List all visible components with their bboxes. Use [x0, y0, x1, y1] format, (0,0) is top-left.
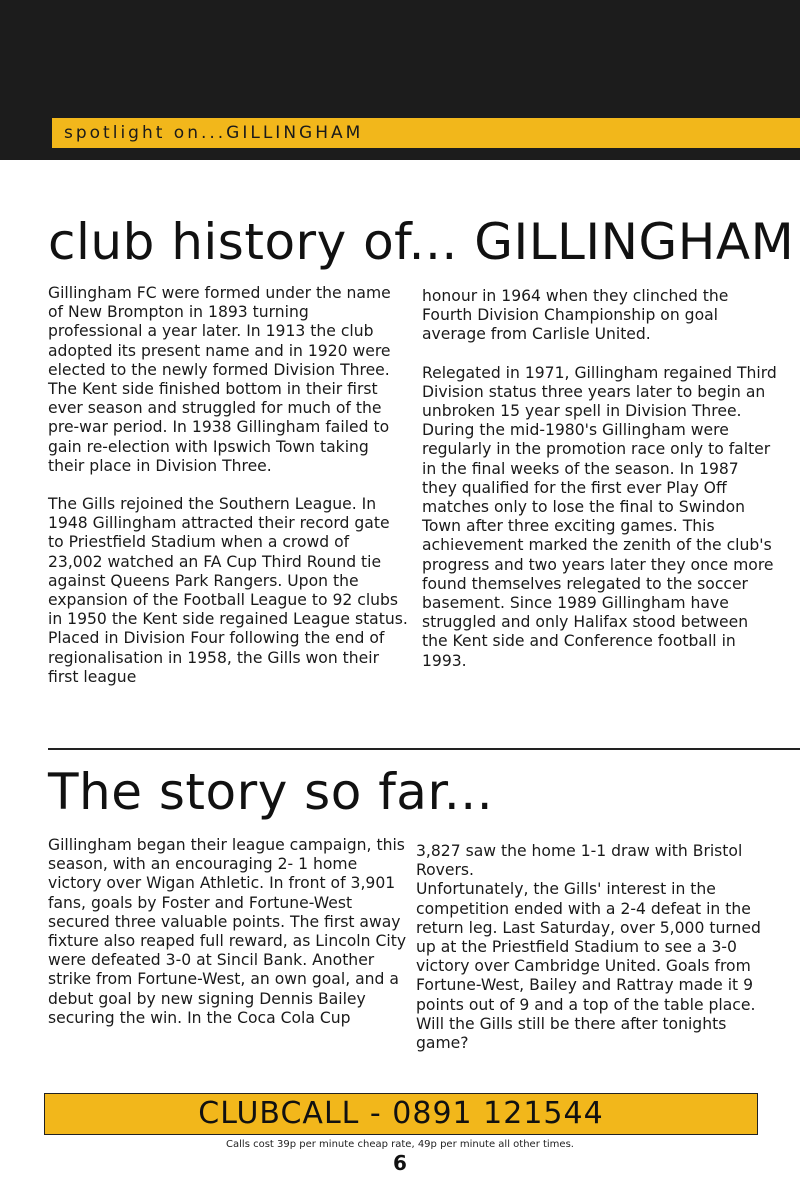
paragraph: The Gills rejoined the Southern League. In 1948 Gillingham attracted their record gate to Priestfield Stadium when a crowd of 23,002 watched an FA Cup Third Round tie against Queens Park Rangers. Upon the expansion of the Football League to 92 clubs in 1950 the Kent side regained League status. Placed in Division Four following the end of regionalisation in 1958, the Gills won their first league — [48, 495, 408, 686]
story-left-column — [48, 836, 408, 1047]
story-so-far-title: The story so far... — [48, 763, 494, 821]
paragraph: Gillingham FC were formed under the name of New Brompton in 1893 turning professional a year later. In 1913 the club adopted its present name and in 1920 were elected to the newly formed Division Three. The Kent side finished bottom in their first ever season and struggled for much of the pre-war period. In 1938 Gillingham failed to gain re-election with Ipswich Town taking their place in Division Three. — [48, 284, 391, 475]
calls-cost-note: Calls cost 39p per minute cheap rate, 49p per minute all other times. — [226, 1139, 574, 1150]
spotlight-bar: spotlight on...GILLINGHAM — [52, 118, 800, 148]
page-number: 6 — [393, 1151, 407, 1175]
paragraph: Unfortunately, the Gills' interest in the competition ended with a 2-4 defeat in the return leg. Last Saturday, over 5,000 turned up at the Priestfield Stadium to see a 3-0 victory over Cambridge United. Goals from Fortune-West, Bailey and Rattray made it 9 points out of 9 and a top of the table place. Will the Gills still be there after tonights game? — [416, 880, 761, 1053]
story-right-column — [416, 842, 780, 1072]
paragraph: Relegated in 1971, Gillingham regained Third Division status three years later to begin an unbroken 15 year spell in Division Three. During the mid-1980's Gillingham were regularly in the promotion race only to falter in the final weeks of the season. In 1987 they qualified for the first ever Play Off matches only to lose the final to Swindon Town after three exciting games. This achievement marked the zenith of the club's progress and two years later they once more found themselves relegated to the soccer basement. Since 1989 Gillingham have struggled and only Halifax stood between the Kent side and Conference football in 1993. — [422, 363, 777, 670]
club-history-title: club history of... GILLINGHAM — [48, 213, 795, 271]
club-history-left-column — [48, 284, 408, 706]
clubcall-banner: CLUBCALL - 0891 121544 — [44, 1093, 758, 1135]
paragraph: Gillingham began their league campaign, this season, with an encouraging 2- 1 home victory over Wigan Athletic. In front of 3,901 fans, goals by Foster and Fortune-West secured three valuable points. The first away fixture also reaped full reward, as Lincoln City were defeated 3-0 at Sincil Bank. Another strike from Fortune-West, an own goal, and a debut goal by new signing Dennis Bailey securing the win. In the Coca Cola Cup — [48, 836, 407, 1027]
section-divider — [48, 748, 800, 750]
club-history-right-column — [422, 287, 778, 690]
paragraph: honour in 1964 when they clinched the Fourth Division Championship on goal average from Carlisle United. — [422, 287, 729, 344]
paragraph: 3,827 saw the home 1-1 draw with Bristol Rovers. — [416, 842, 743, 880]
